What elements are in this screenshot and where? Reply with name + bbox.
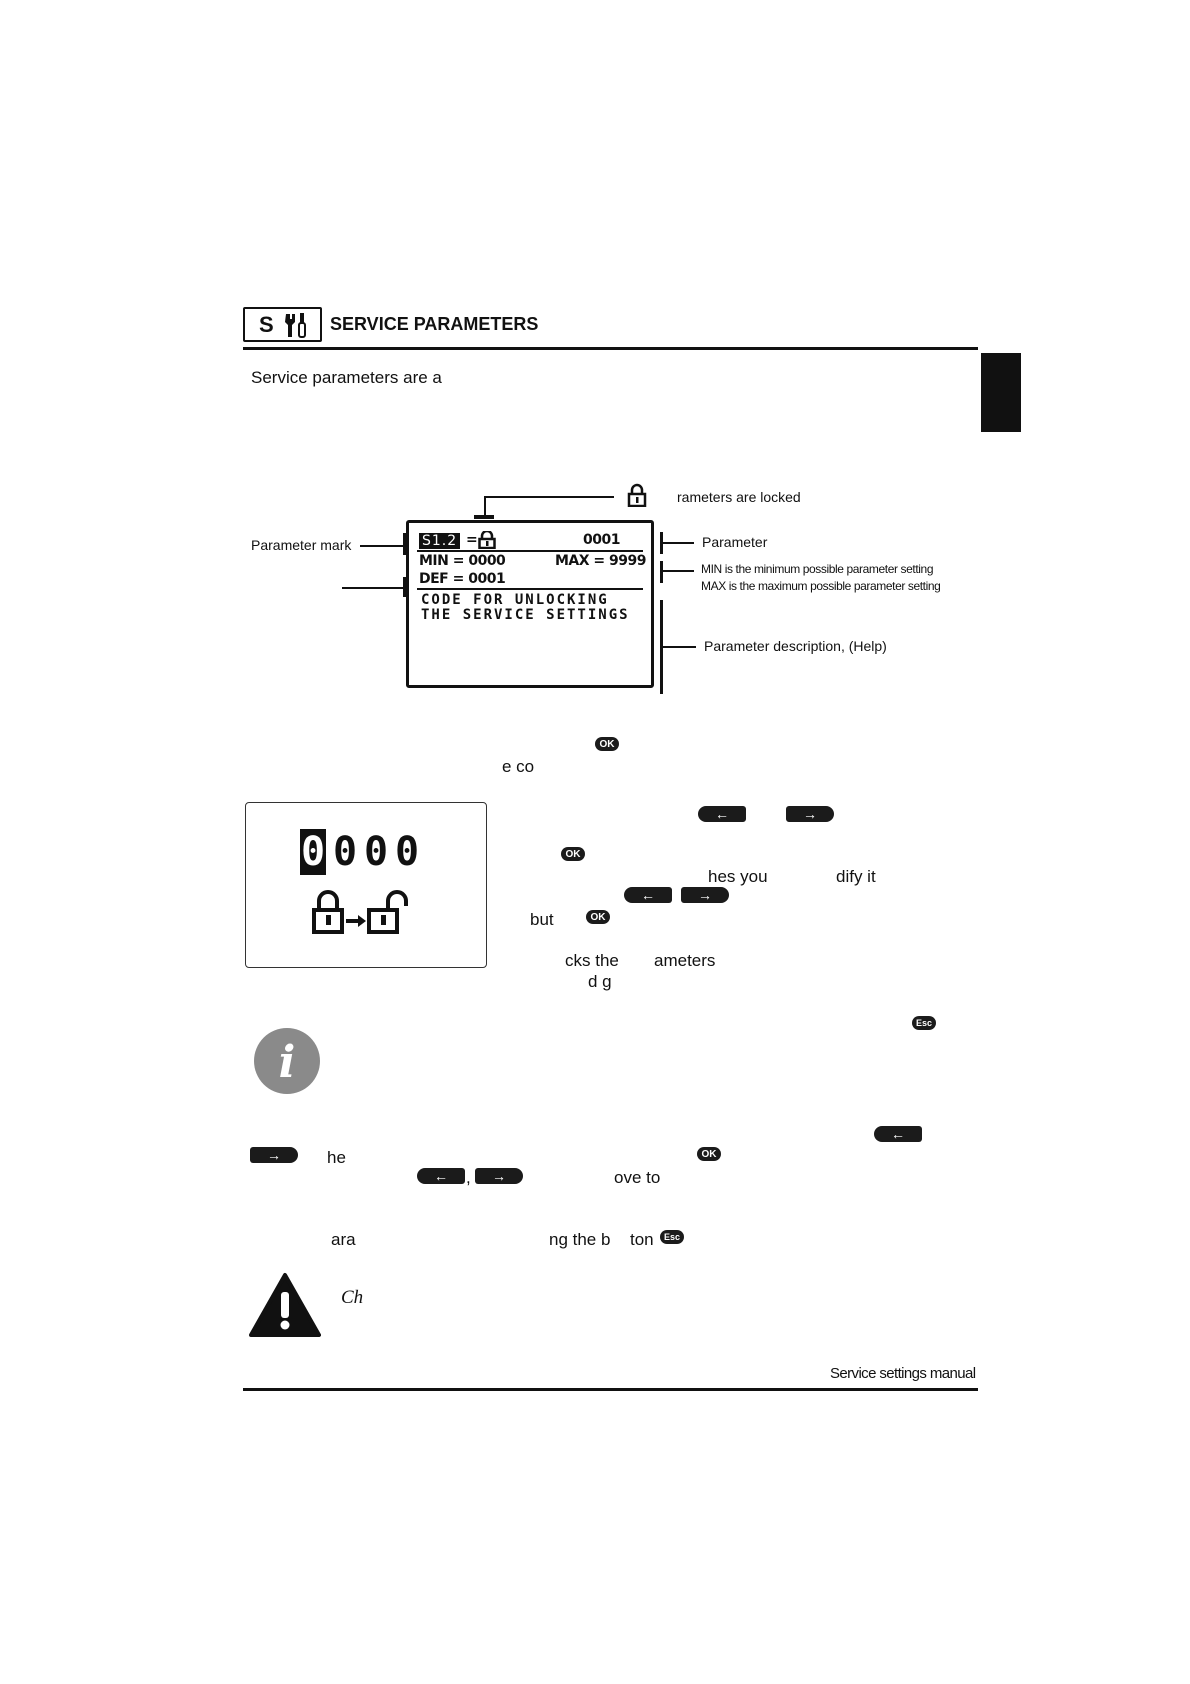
left-arrow-button-icon: ← <box>874 1126 922 1142</box>
section-letter: S <box>259 311 274 337</box>
text-fragment: ara <box>331 1230 356 1249</box>
svg-text:i: i <box>278 1037 296 1088</box>
parameter-code: S1.2 <box>419 533 460 549</box>
lcd-screen <box>406 520 654 688</box>
warning-icon <box>249 1272 321 1338</box>
right-arrow-button-icon: → <box>786 806 834 822</box>
minmax-bracket <box>660 561 663 583</box>
right-arrow-button-icon: → <box>250 1147 298 1163</box>
text-fragment: he <box>327 1148 346 1167</box>
text-fragment: ng the b <box>549 1230 611 1249</box>
lock-leader-line <box>484 496 614 498</box>
page-title: SERVICE PARAMETERS <box>330 314 539 334</box>
lock-icon <box>627 483 647 507</box>
code-digit: 0 <box>301 829 326 875</box>
ok-button-icon: OK <box>697 1147 721 1161</box>
help-label: Parameter description, (Help) <box>704 638 887 654</box>
parameter-value: 0001 <box>583 532 620 548</box>
warning-text: Ch <box>341 1287 364 1308</box>
def-leader <box>342 587 404 589</box>
text-fragment: dify it <box>836 867 876 886</box>
left-arrow-button-icon: ← <box>698 806 746 822</box>
max-note: MAX is the maximum possible parameter setting <box>701 579 941 593</box>
chapter-tab <box>981 353 1021 432</box>
lock-note: rameters are locked <box>677 489 801 505</box>
text-fragment: d g <box>588 972 612 991</box>
header-divider <box>243 347 978 350</box>
code-digit: 0 <box>395 829 420 875</box>
section-badge <box>243 307 322 342</box>
esc-button-icon: Esc <box>660 1230 684 1244</box>
ok-button-icon: OK <box>586 910 610 924</box>
parameter-mark-label: Parameter mark <box>251 537 352 553</box>
ok-button-icon: OK <box>561 847 585 861</box>
left-arrow-button-icon: ← <box>417 1168 465 1184</box>
parameter-eq: = <box>466 532 478 548</box>
footer-title: Service settings manual <box>830 1365 976 1382</box>
lcd-rule-top <box>417 550 643 552</box>
lcd-rule-mid <box>417 588 643 590</box>
intro-text: Service parameters are a <box>251 368 442 387</box>
info-icon <box>253 1027 321 1095</box>
text-fragment: hes you <box>708 867 768 886</box>
right-arrow-button-icon: → <box>681 887 729 903</box>
left-arrow-button-icon: ← <box>624 887 672 903</box>
lcd-help-line-2: THE SERVICE SETTINGS <box>421 607 630 623</box>
parameter-label: Parameter <box>702 534 768 550</box>
text-fragment: e co <box>502 757 535 776</box>
lock-leader-drop <box>484 496 486 516</box>
right-arrow-button-icon: → <box>475 1168 523 1184</box>
min-note: MIN is the minimum possible parameter setting <box>701 562 934 576</box>
text-fragment: ton <box>630 1230 654 1249</box>
ok-button-icon: OK <box>595 737 619 751</box>
code-digit: 0 <box>333 829 358 875</box>
footer-divider <box>243 1388 978 1391</box>
lcd-default: DEF = 0001 <box>419 571 506 587</box>
lcd-help-line-1: CODE FOR UNLOCKING <box>421 592 609 608</box>
text-fragment: but <box>530 910 554 929</box>
esc-button-icon: Esc <box>912 1016 936 1030</box>
lcd-max: MAX = 9999 <box>555 553 647 569</box>
help-leader <box>662 646 696 648</box>
text-fragment: cks the <box>565 951 619 970</box>
lock-to-unlock-icon <box>312 888 412 934</box>
lock-leader-tick <box>474 515 494 519</box>
text-fragment: ameters <box>654 951 716 970</box>
code-digit: 0 <box>364 829 389 875</box>
text-fragment: , <box>466 1168 471 1187</box>
minmax-leader <box>662 570 694 572</box>
text-fragment: ove to <box>614 1168 661 1187</box>
code-entry-screen <box>245 802 487 968</box>
parameter-leader <box>662 542 694 544</box>
lcd-lock-icon <box>478 531 496 549</box>
param-mark-leader <box>360 545 404 547</box>
tools-icon <box>282 311 312 339</box>
lcd-min: MIN = 0000 <box>419 553 506 569</box>
